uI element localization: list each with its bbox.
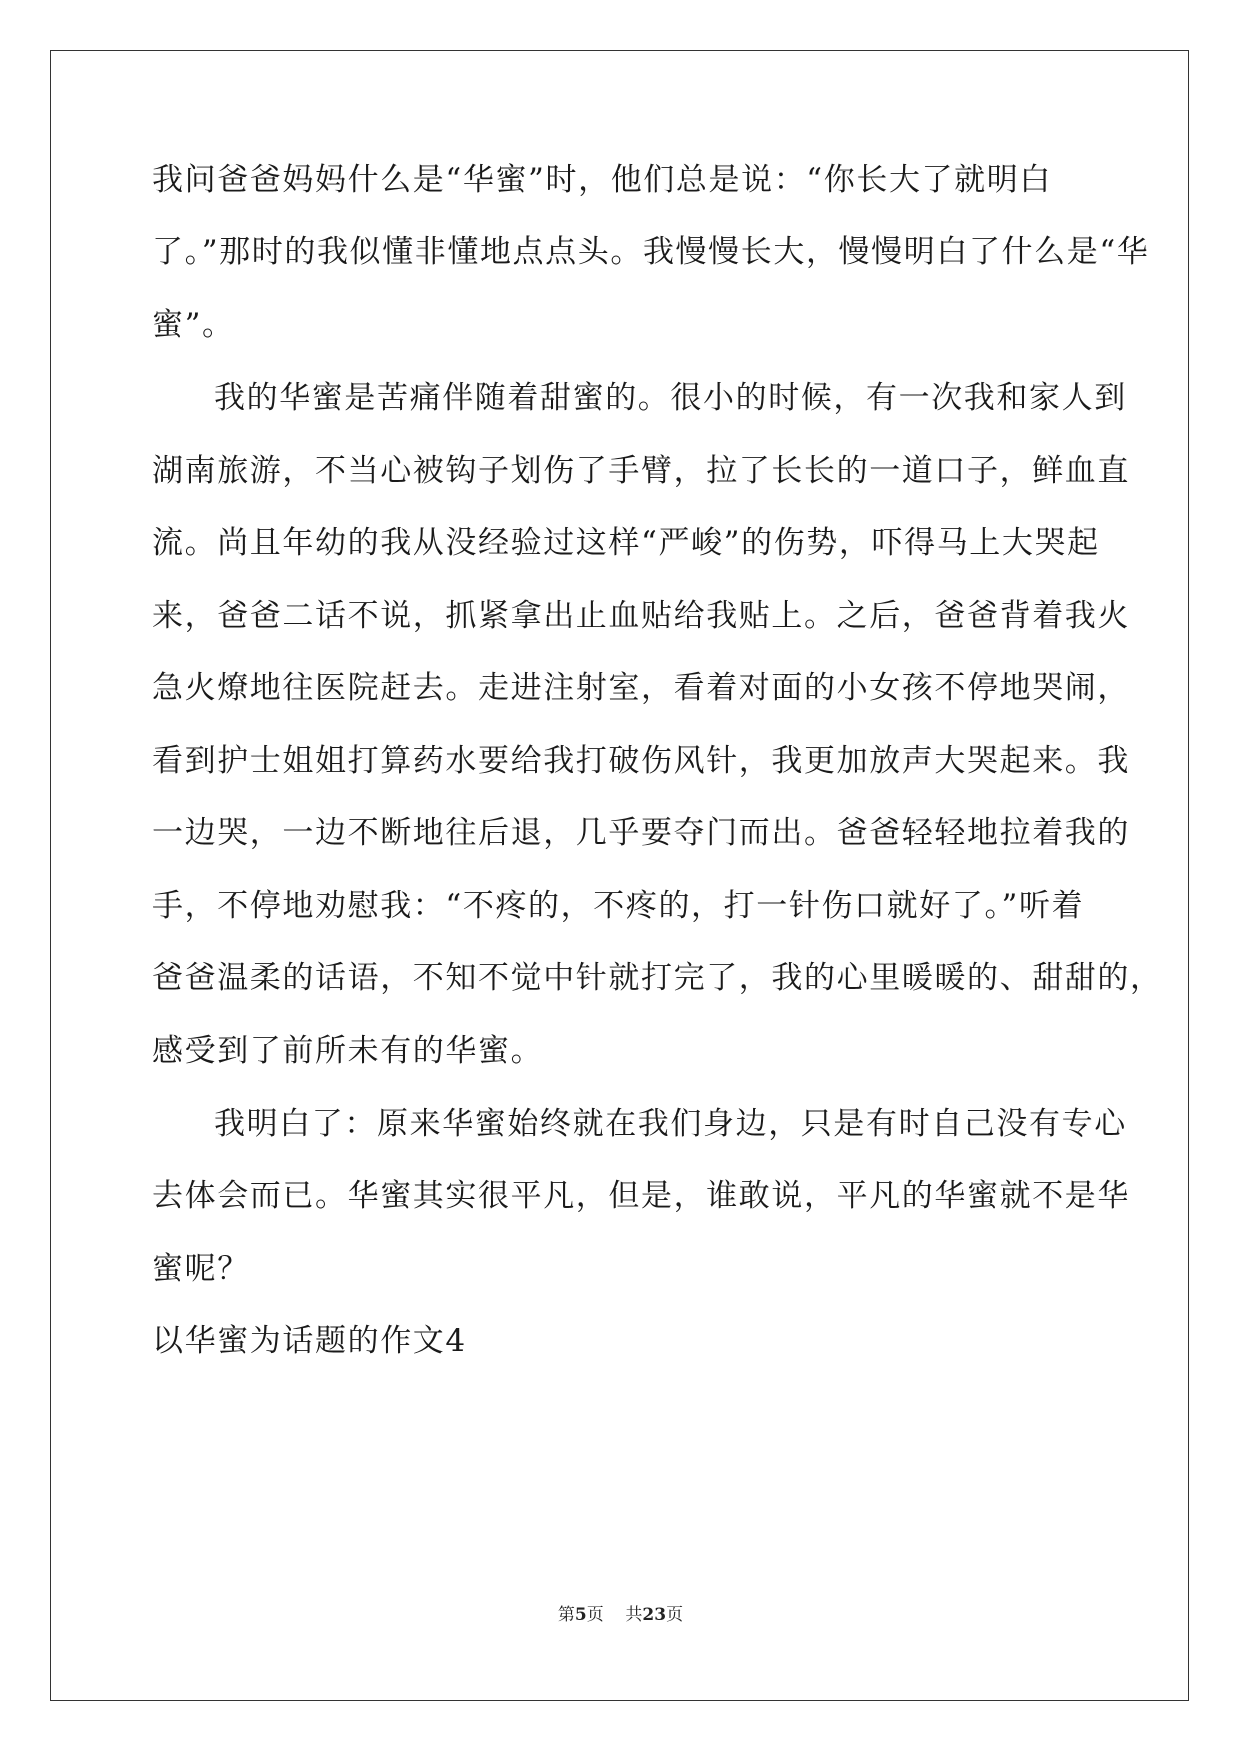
paragraph-2-line-3: 流。尚且年幼的我从没经验过这样“严峻”的伤势，吓得马上大哭起 xyxy=(152,525,1100,561)
footer-total-pages: 23 xyxy=(642,1605,667,1625)
footer-total-prefix: 共 xyxy=(625,1605,643,1625)
footer-gap xyxy=(604,1605,626,1625)
paragraph-1-line-3: 蜜”。 xyxy=(152,307,235,343)
footer-page-number: 5 xyxy=(574,1605,587,1625)
paragraph-2-line-9: 爸爸温柔的话语，不知不觉中针就打完了，我的心里暖暖的、甜甜的， xyxy=(152,960,1163,996)
footer-page-suffix: 页 xyxy=(586,1605,604,1625)
paragraph-1-line-2: 了。”那时的我似懂非懂地点点头。我慢慢长大，慢慢明白了什么是“华 xyxy=(152,234,1150,270)
paragraph-2-line-7: 一边哭，一边不断地往后退，几乎要夺门而出。爸爸轻轻地拉着我的 xyxy=(152,815,1130,851)
paragraph-1-line-1: 我问爸爸妈妈什么是“华蜜”时，他们总是说：“你长大了就明白 xyxy=(152,162,1052,198)
paragraph-2-line-5: 急火燎地往医院赶去。走进注射室，看着对面的小女孩不停地哭闹， xyxy=(152,670,1130,706)
paragraph-2-line-4: 来，爸爸二话不说，抓紧拿出止血贴给我贴上。之后，爸爸背着我火 xyxy=(152,598,1130,634)
paragraph-2-line-1: 我的华蜜是苦痛伴随着甜蜜的。很小的时候，有一次我和家人到 xyxy=(214,380,1127,416)
footer-page-prefix: 第 xyxy=(557,1605,575,1625)
paragraph-3-line-1: 我明白了：原来华蜜始终就在我们身边，只是有时自己没有专心 xyxy=(214,1106,1127,1142)
paragraph-3-line-3: 蜜呢？ xyxy=(152,1251,250,1287)
page-border xyxy=(50,50,1189,1701)
page-footer xyxy=(0,1600,1241,1625)
paragraph-2-line-8: 手，不停地劝慰我：“不疼的，不疼的，打一针伤口就好了。”听着 xyxy=(152,888,1085,924)
paragraph-3-line-2: 去体会而已。华蜜其实很平凡，但是，谁敢说，平凡的华蜜就不是华 xyxy=(152,1178,1130,1214)
section-heading: 以华蜜为话题的作文4 xyxy=(152,1323,467,1359)
paragraph-2-line-10: 感受到了前所未有的华蜜。 xyxy=(152,1033,544,1069)
footer-total-suffix: 页 xyxy=(666,1605,684,1625)
paragraph-2-line-2: 湖南旅游，不当心被钩子划伤了手臂，拉了长长的一道口子，鲜血直 xyxy=(152,453,1130,489)
paragraph-2-line-6: 看到护士姐姐打算药水要给我打破伤风针，我更加放声大哭起来。我 xyxy=(152,743,1130,779)
